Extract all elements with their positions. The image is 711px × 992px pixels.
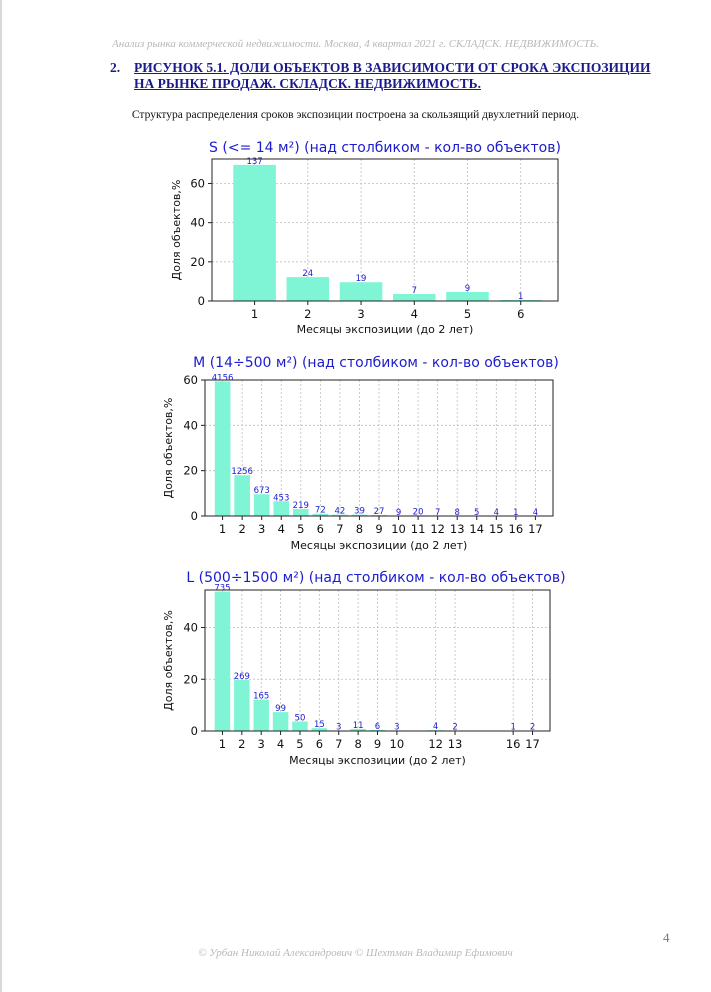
x-tick-label: 1 <box>218 522 227 536</box>
bar-value-label: 735 <box>214 583 231 594</box>
chart-title: L (500÷1500 м²) (над столбиком - кол-во объектов) <box>186 570 566 586</box>
x-tick-label: 13 <box>447 737 463 751</box>
chart-s <box>0 135 711 340</box>
y-tick-label: 20 <box>190 254 205 269</box>
bar-value-label: 4 <box>532 507 539 518</box>
bar-value-label: 1256 <box>231 467 253 478</box>
bar-value-label: 9 <box>395 507 402 518</box>
bar <box>273 501 289 516</box>
bar <box>287 277 330 301</box>
bar-value-label: 72 <box>314 505 326 516</box>
x-tick-label: 3 <box>357 307 365 321</box>
bar <box>254 494 270 516</box>
bar-value-label: 9 <box>464 283 471 294</box>
bar-value-label: 137 <box>246 156 263 167</box>
running-header: Анализ рынка коммерческой недвижимости. Москва, 4 квартал 2021 г. СКЛАДСК. НЕДВИЖИМОСТЬ. <box>112 38 599 50</box>
bar-value-label: 1 <box>510 722 516 733</box>
x-tick-label: 10 <box>391 522 406 536</box>
bar-value-label: 4156 <box>211 373 234 384</box>
chart-title: M (14÷500 м²) (над столбиком - кол-во объектов) <box>193 355 559 371</box>
x-tick-label: 7 <box>335 737 343 751</box>
chart-title: S (<= 14 м²) (над столбиком - кол-во объектов) <box>209 140 561 156</box>
x-tick-label: 16 <box>505 737 521 751</box>
x-tick-label: 7 <box>336 522 344 536</box>
x-tick-label: 17 <box>528 522 543 536</box>
bar-value-label: 20 <box>412 507 424 518</box>
x-tick-label: 9 <box>375 522 383 536</box>
bar-value-label: 219 <box>292 500 309 511</box>
y-axis-label: Доля объектов,% <box>162 610 175 711</box>
x-tick-label: 12 <box>430 522 445 536</box>
bar-value-label: 1 <box>518 292 524 303</box>
bar <box>253 700 269 731</box>
bar <box>340 282 383 301</box>
bar-value-label: 7 <box>411 285 417 296</box>
x-tick-label: 17 <box>525 737 540 751</box>
x-tick-label: 2 <box>238 522 246 536</box>
y-tick-label: 0 <box>190 509 198 523</box>
bar <box>215 381 231 516</box>
bar-value-label: 7 <box>434 507 441 518</box>
y-tick-label: 60 <box>183 373 198 387</box>
x-tick-label: 5 <box>463 307 472 321</box>
x-tick-label: 11 <box>410 522 426 536</box>
bar-value-label: 6 <box>374 721 381 732</box>
bar-value-label: 15 <box>313 720 325 731</box>
x-tick-label: 10 <box>389 737 405 751</box>
y-tick-label: 20 <box>183 672 198 687</box>
x-tick-label: 6 <box>315 737 324 751</box>
copyright-footer: © Урбан Николай Александрович © Шехтман Владимир Ефимович <box>198 947 513 959</box>
bar-value-label: 269 <box>233 672 250 683</box>
x-tick-label: 13 <box>449 522 465 536</box>
bar-value-label: 39 <box>354 506 365 517</box>
bar-value-label: 165 <box>253 691 270 702</box>
y-tick-label: 40 <box>183 418 198 433</box>
bar-value-label: 42 <box>334 506 346 517</box>
bar-value-label: 99 <box>275 704 287 715</box>
bar-value-label: 19 <box>355 274 367 285</box>
x-tick-label: 12 <box>428 737 443 751</box>
y-tick-label: 40 <box>190 215 205 230</box>
x-tick-label: 3 <box>258 522 266 536</box>
chart-m <box>0 350 711 560</box>
bar-value-label: 4 <box>493 507 500 518</box>
bar-value-label: 3 <box>394 722 400 733</box>
y-tick-label: 0 <box>197 294 205 308</box>
y-tick-label: 20 <box>183 463 198 478</box>
bar-value-label: 24 <box>302 269 314 280</box>
y-axis-label: Доля объектов,% <box>162 397 175 499</box>
bar-value-label: 453 <box>273 493 290 504</box>
x-tick-label: 3 <box>257 737 265 751</box>
x-tick-label: 2 <box>304 307 312 321</box>
x-tick-label: 4 <box>410 307 418 321</box>
x-tick-label: 9 <box>373 737 382 751</box>
x-tick-label: 15 <box>488 522 504 536</box>
x-tick-label: 6 <box>316 522 325 536</box>
x-tick-label: 5 <box>296 737 304 751</box>
bar <box>233 165 276 301</box>
bar <box>273 712 289 731</box>
x-tick-label: 4 <box>277 522 285 536</box>
x-tick-label: 14 <box>469 522 485 536</box>
y-tick-label: 0 <box>190 724 198 738</box>
bar-value-label: 2 <box>529 722 536 733</box>
figure-title-text: РИСУНОК 5.1. ДОЛИ ОБЪЕКТОВ В ЗАВИСИМОСТИ ОТ СРОКА ЭКСПОЗИЦИИ НА РЫНКЕ ПРОДАЖ. СКЛАДСК. НЕДВИЖИМОСТЬ. <box>134 60 651 91</box>
bar-value-label: 8 <box>454 507 460 518</box>
x-tick-label: 2 <box>238 737 246 751</box>
x-axis-label: Месяцы экспозиции (до 2 лет) <box>289 754 466 767</box>
bar-value-label: 5 <box>474 507 480 518</box>
bar <box>215 592 231 731</box>
x-tick-label: 16 <box>508 522 524 536</box>
intro-text: Структура распределения сроков экспозиции построена за скользящий двухлетний период. <box>131 109 580 121</box>
y-tick-label: 60 <box>190 176 205 191</box>
bar-value-label: 1 <box>513 508 519 518</box>
page-number: 4 <box>663 930 670 945</box>
x-axis-label: Месяцы экспозиции (до 2 лет) <box>290 539 468 552</box>
bar-value-label: 3 <box>336 722 342 733</box>
bar <box>234 680 250 731</box>
bar-value-label: 2 <box>452 722 458 733</box>
x-tick-label: 6 <box>517 307 525 321</box>
chart-l <box>0 565 711 775</box>
x-tick-label: 8 <box>355 522 364 536</box>
x-tick-label: 8 <box>354 737 362 751</box>
bar-value-label: 11 <box>352 720 364 731</box>
bar-value-label: 673 <box>253 486 270 497</box>
x-axis-label: Месяцы экспозиции (до 2 лет) <box>296 323 474 336</box>
y-axis-label: Доля объектов,% <box>170 179 183 281</box>
x-tick-label: 1 <box>250 307 259 321</box>
figure-number: 2. <box>110 60 121 75</box>
bar-value-label: 4 <box>432 722 439 733</box>
x-tick-label: 1 <box>218 737 227 751</box>
x-tick-label: 5 <box>297 522 305 536</box>
x-tick-label: 4 <box>276 737 285 751</box>
y-tick-label: 40 <box>183 620 198 635</box>
bar-value-label: 50 <box>294 713 306 724</box>
bar-value-label: 27 <box>373 507 385 518</box>
bar <box>234 475 250 516</box>
